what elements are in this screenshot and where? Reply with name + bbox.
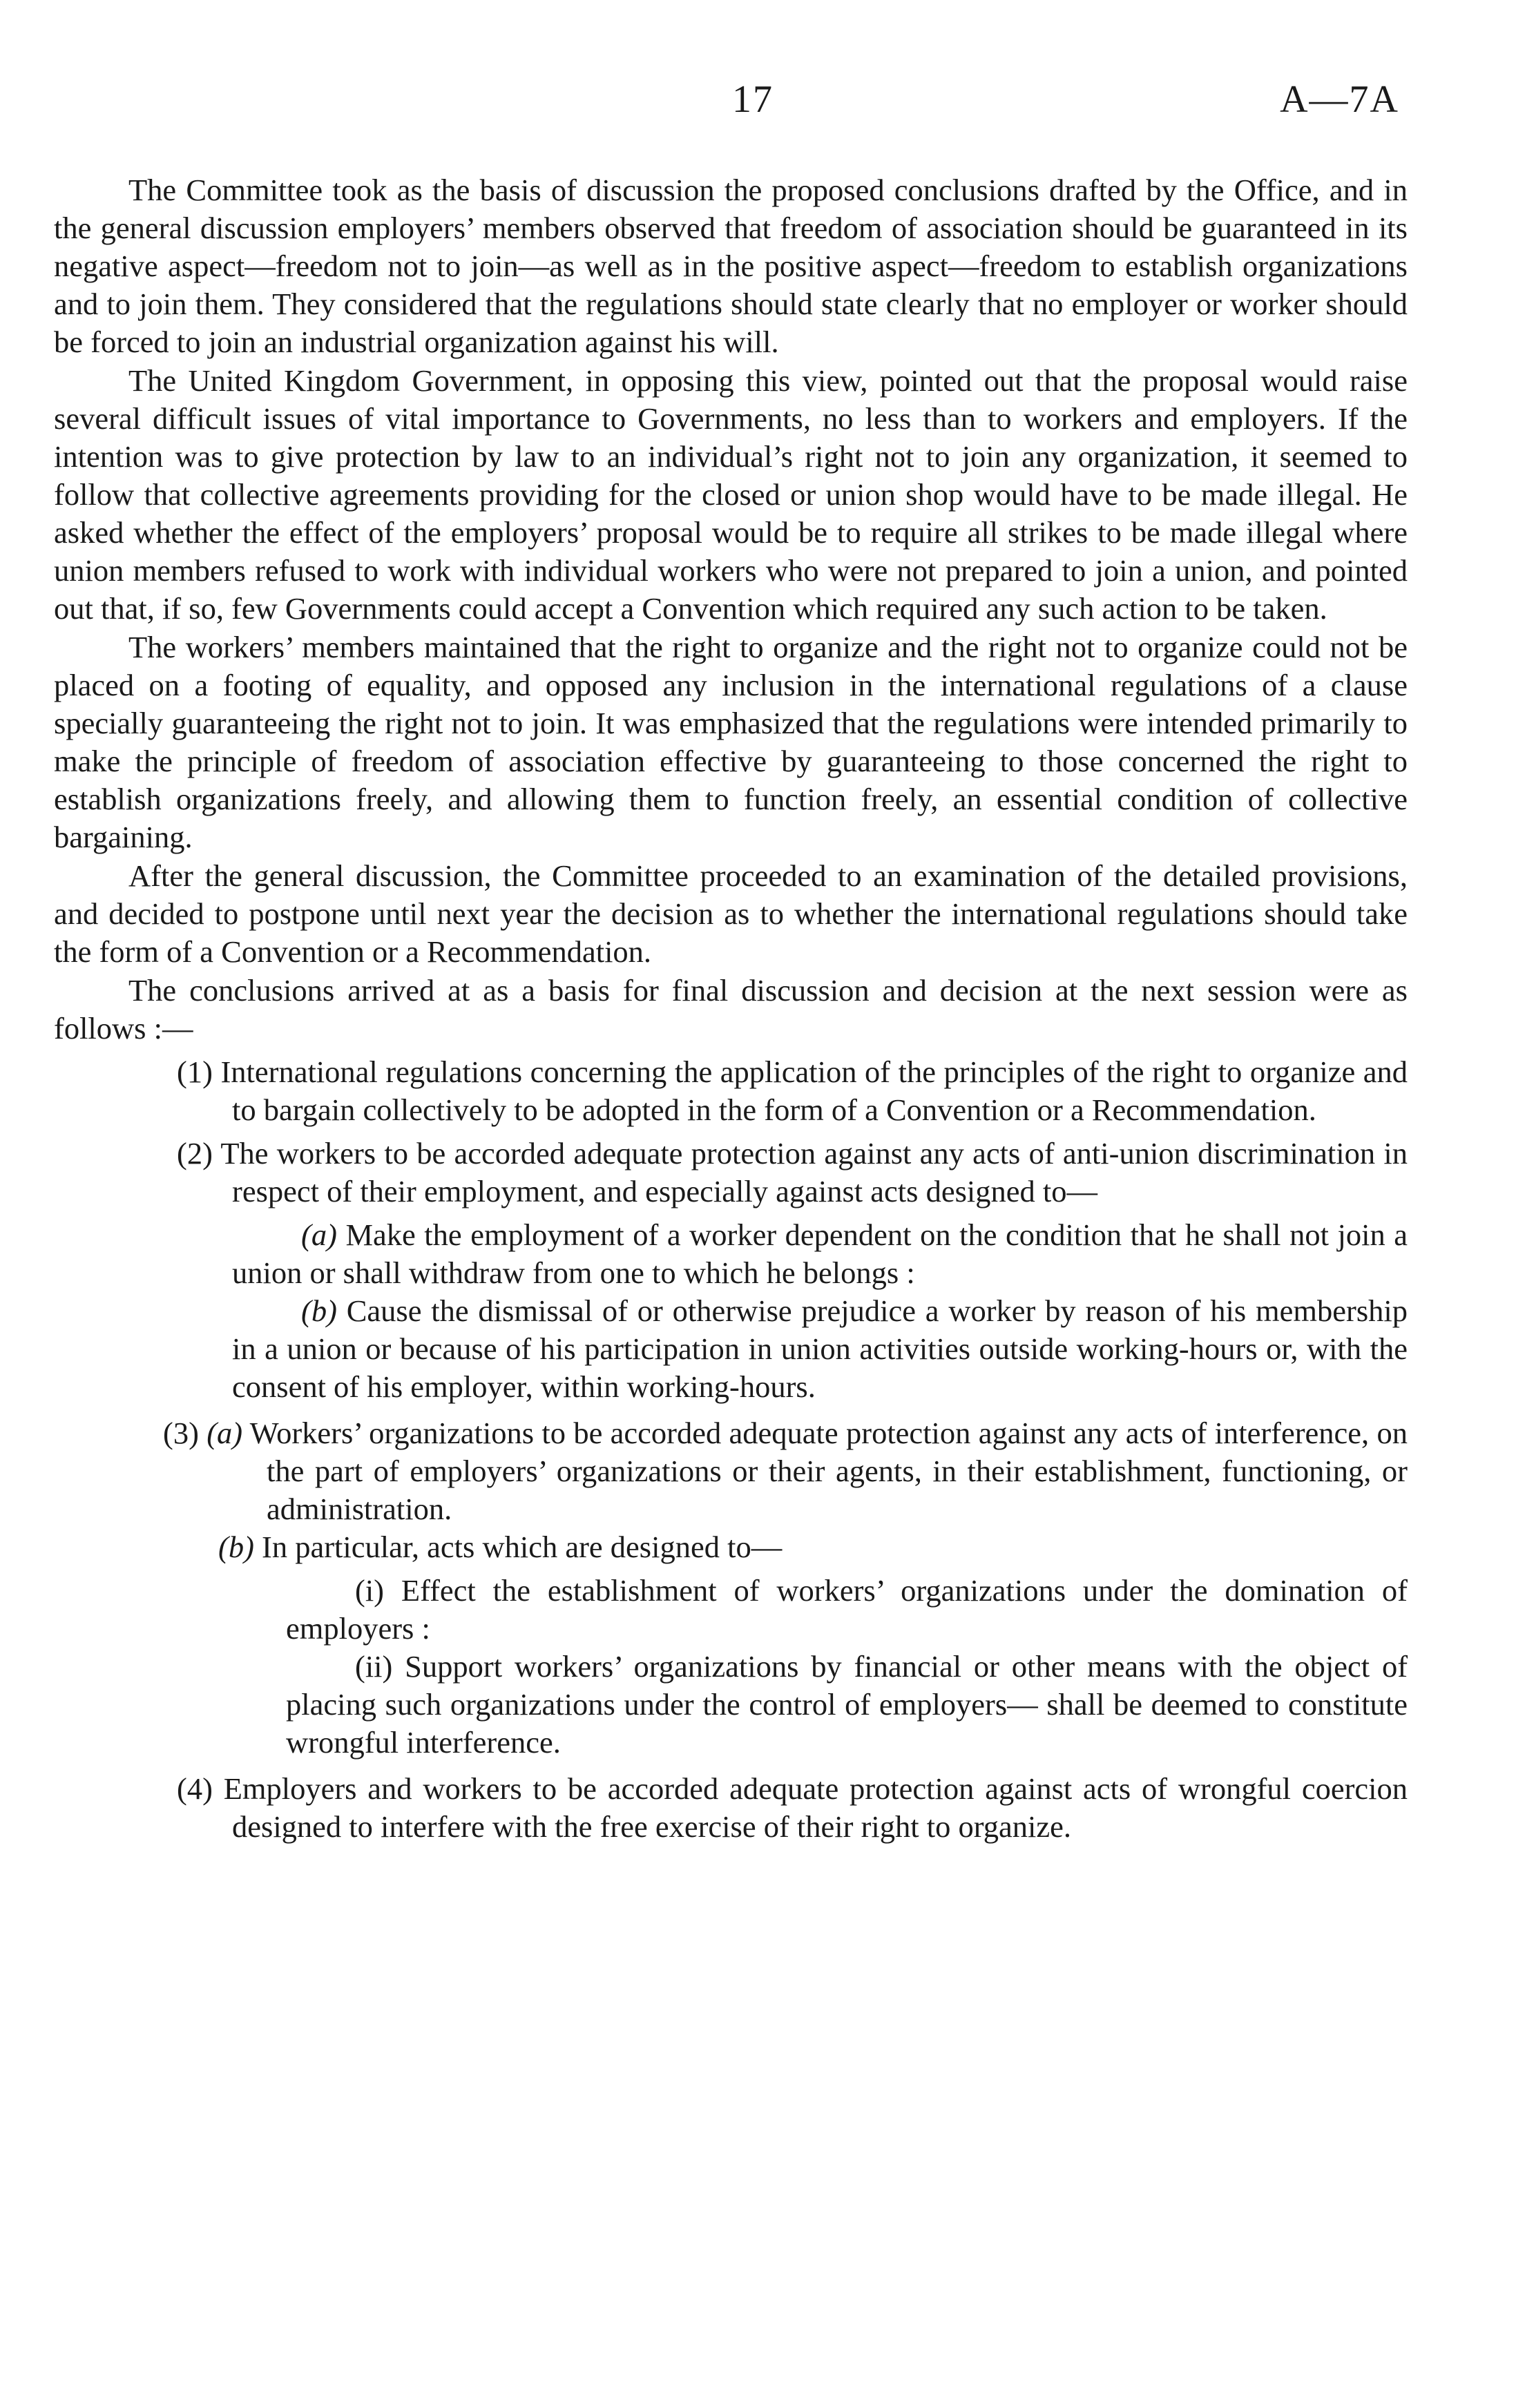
page-header	[54, 0, 1408, 138]
conclusion-text: Employers and workers to be accorded adequate protection against acts of wrongful coercion designed to interfere with the free exercise of their right to organize.	[223, 1771, 1408, 1844]
conclusion-sub-marker: (a)	[207, 1416, 243, 1450]
conclusion-text: Cause the dismissal of or otherwise prejudice a worker by reason of his membership in a union or because of his participation in union activities outside working-hours or, with the consent of his employer, within working-hours.	[232, 1293, 1408, 1404]
document-body	[54, 171, 1408, 1846]
page-number: 17	[732, 78, 774, 121]
conclusion-marker: (2)	[177, 1136, 213, 1171]
paragraph-workers-members: The workers’ members maintained that the right to organize and the right not to organize could not be placed on a footing of equality, and opposed any inclusion in the international regulations of a clause specially guaranteeing the right not to join. It was emphasized that the regulations were intended primarily to make the principle of freedom of association effective by guaranteeing to those concerned the right to establish organizations freely, and allowing them to function freely, an essential condition of collective bargaining.	[54, 630, 1408, 854]
conclusion-3b-ii	[54, 1648, 1408, 1762]
conclusion-text: Make the employment of a worker dependent on the condition that he shall not join a union or shall withdraw from one to which he belongs :	[232, 1217, 1408, 1290]
conclusion-text: International regulations concerning the application of the principles of the right to organize and to bargain collectively to be adopted in the form of a Convention or a Recommendation.	[220, 1054, 1408, 1127]
conclusion-2b	[54, 1292, 1408, 1406]
conclusion-marker: (b)	[301, 1293, 337, 1328]
conclusion-marker: (4)	[177, 1771, 213, 1806]
conclusion-2a	[54, 1216, 1408, 1292]
conclusion-marker: (3)	[163, 1416, 199, 1450]
paper-reference: A—7A	[1280, 78, 1399, 121]
conclusion-marker: (a)	[301, 1217, 337, 1252]
conclusion-text: Workers’ organizations to be accorded adequate protection against any acts of interference, on the part of employers’ organizations or their agents, in their establishment, functioning, or administration.	[249, 1416, 1408, 1526]
conclusion-text: The workers to be accorded adequate protection against any acts of anti-union discrimination in respect of their employment, and especially against acts designed to—	[220, 1136, 1408, 1208]
conclusion-marker: (ii)	[355, 1649, 393, 1684]
conclusion-3b-i	[54, 1572, 1408, 1648]
paragraph-after-discussion: After the general discussion, the Committee proceeded to an examination of the detailed provisions, and decided to postpone until next year the decision as to whether the international regulations should take the form of a Convention or a Recommendation.	[54, 858, 1408, 969]
document-page	[54, 0, 1408, 1844]
conclusion-1	[54, 1053, 1408, 1129]
conclusion-3b	[54, 1528, 1408, 1566]
paragraph-committee-basis: The Committee took as the basis of discussion the proposed conclusions drafted by the Office, and in the general discussion employers’ members observed that freedom of association should be guaranteed in its negative aspect—freedom not to join—as well as in the positive aspect—freedom to establish organizations and to join them. They considered that the regulations should state clearly that no employer or worker should be forced to join an industrial organization against his will.	[54, 173, 1408, 359]
conclusion-marker: (b)	[218, 1530, 254, 1564]
conclusion-text: Effect the establishment of workers’ organizations under the domination of employers :	[286, 1573, 1408, 1646]
conclusion-2	[54, 1135, 1408, 1211]
conclusion-text: In particular, acts which are designed to—	[262, 1530, 783, 1564]
conclusion-marker: (i)	[355, 1573, 385, 1608]
paragraph-conclusions-intro: The conclusions arrived at as a basis for final discussion and decision at the next session were as follows :—	[54, 973, 1408, 1046]
conclusion-3a	[54, 1414, 1408, 1528]
conclusion-4	[54, 1770, 1408, 1846]
conclusion-marker: (1)	[177, 1054, 213, 1089]
conclusion-text: Support workers’ organizations by financial or other means with the object of placing such organizations under the control of employers— shall be deemed to constitute wrongful interference.	[286, 1649, 1408, 1760]
paragraph-uk-government: The United Kingdom Government, in opposing this view, pointed out that the proposal would raise several difficult issues of vital importance to Governments, no less than to workers and employers. If the intention was to give protection by law to an individual’s right not to join any organization, it seemed to follow that collective agreements providing for the closed or union shop would have to be made illegal. He asked whether the effect of the employers’ proposal would be to require all strikes to be made illegal where union members refused to work with individual workers who were not prepared to join a union, and pointed out that, if so, few Governments could accept a Convention which required any such action to be taken.	[54, 363, 1408, 626]
